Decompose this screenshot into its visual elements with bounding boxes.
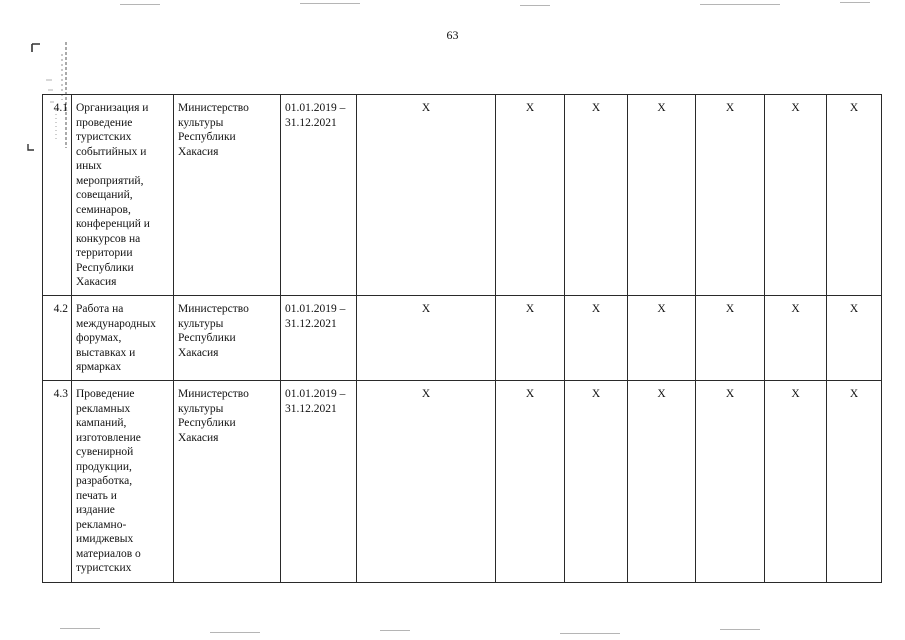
executor-cell [174,296,281,381]
mark-cell: X [696,296,765,381]
period-cell [281,95,357,296]
period-text: 01.01.2019 – 31.12.2021 [285,303,346,330]
mark-cell: X [628,95,696,296]
mark-cell: X [357,296,496,381]
mark-cell: X [827,381,882,583]
program-activities-table [42,94,882,583]
period-cell [281,296,357,381]
row-number: 4.3 [43,381,72,583]
activity-cell [72,381,174,583]
period-cell [281,381,357,583]
mark-cell: X [628,296,696,381]
mark-cell: X [827,296,882,381]
table-row [43,381,882,583]
mark-cell: X [496,296,565,381]
mark-cell: X [357,95,496,296]
activity-cell [72,95,174,296]
mark-cell: X [765,381,827,583]
table-row [43,95,882,296]
mark-cell: X [696,381,765,583]
mark-cell: X [565,95,628,296]
activity-text: Работа на международных форумах, выставках и ярмарках [76,303,156,373]
mark-cell: X [565,381,628,583]
mark-cell: X [496,95,565,296]
activity-text: Проведение рекламных кампаний, изготовление сувенирной продукции, разработка, печать и издание рекламно- имиджевых материалов о туристских [76,388,141,574]
executor-text: Министерство культуры Республики Хакасия [178,303,249,359]
mark-cell: X [357,381,496,583]
executor-cell [174,95,281,296]
executor-cell [174,381,281,583]
mark-cell: X [696,95,765,296]
activity-cell [72,296,174,381]
executor-text: Министерство культуры Республики Хакасия [178,102,249,158]
mark-cell: X [628,381,696,583]
period-text: 01.01.2019 – 31.12.2021 [285,388,346,415]
row-number: 4.1 [43,95,72,296]
activity-text: Организация и проведение туристских событийных и иных мероприятий, совещаний, семинаров, конференций и конкурсов на территории Республики Хакасия [76,102,150,288]
mark-cell: X [765,296,827,381]
period-text: 01.01.2019 – 31.12.2021 [285,102,346,129]
mark-cell: X [565,296,628,381]
row-number: 4.2 [43,296,72,381]
executor-text: Министерство культуры Республики Хакасия [178,388,249,444]
mark-cell: X [827,95,882,296]
mark-cell: X [765,95,827,296]
mark-cell: X [496,381,565,583]
table-row [43,296,882,381]
page-number: 63 [446,28,459,42]
